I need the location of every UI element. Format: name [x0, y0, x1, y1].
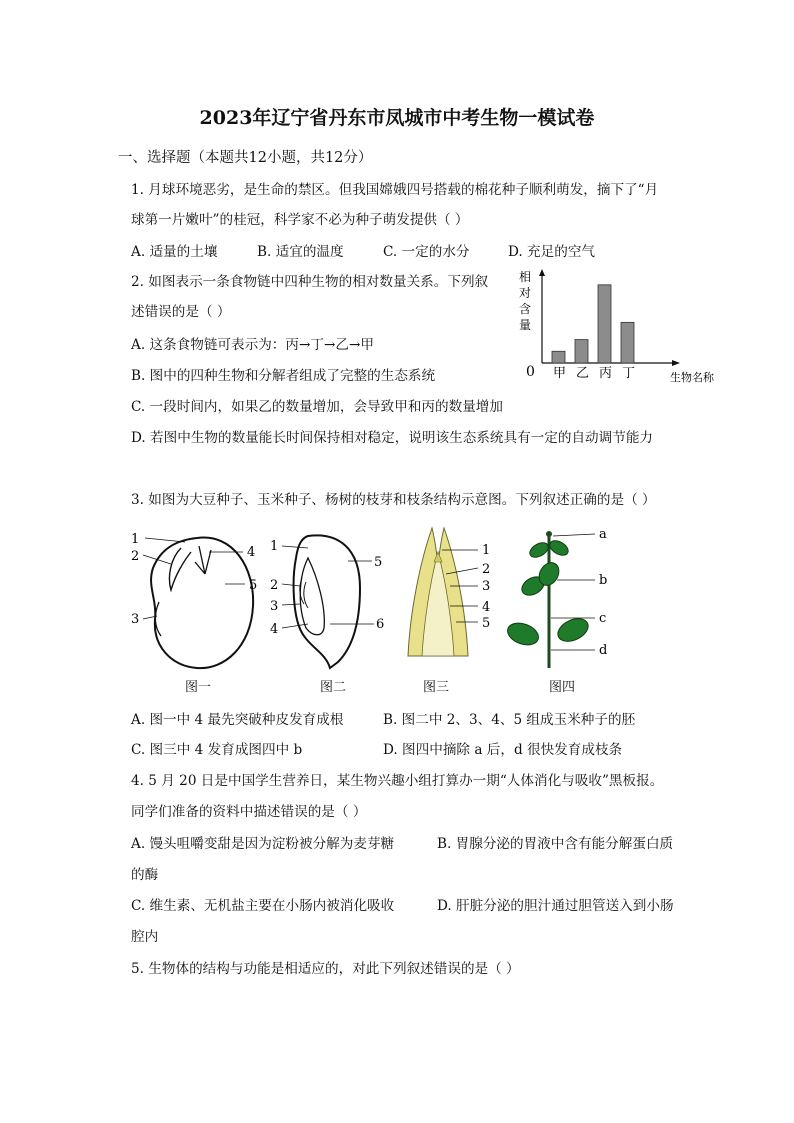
- corn-seed-outline: [294, 535, 360, 668]
- figure-1-soybean-seed: [125, 528, 265, 676]
- seed-coat-outline: [151, 538, 256, 669]
- q2-option-c: C. 一段时间内，如果乙的数量增加，会导致甲和丙的数量增加: [131, 399, 503, 415]
- embryo-bud-shape: [195, 546, 211, 574]
- food-chain-bar-chart: [510, 265, 714, 390]
- fig1-label-2: 2: [131, 549, 140, 564]
- figure-2-corn-seed: [268, 528, 388, 676]
- y-axis-arrow: [539, 269, 545, 276]
- q1-option-d: D. 充足的空气: [508, 244, 596, 260]
- q3-option-d: D. 图四中摘除 a 后，d 很快发育成枝条: [383, 742, 623, 758]
- chart-bar-3: [598, 285, 611, 363]
- y-axis-label: 相: [519, 270, 532, 284]
- q4-option-d-cont: 腔内: [131, 929, 159, 945]
- q4-option-b-cont: 的酶: [131, 867, 159, 883]
- y-axis-label: 对: [519, 286, 532, 300]
- figure-4-branch: [505, 522, 625, 668]
- plumule-shape: [169, 548, 191, 590]
- leaf-top-right: [547, 538, 570, 558]
- y-axis-label: 含: [519, 302, 532, 316]
- q2-stem-line2: 述错误的是（ ）: [131, 304, 231, 320]
- figure-3-bud-section: [398, 522, 498, 662]
- terminal-bud: [546, 531, 552, 537]
- q3-option-b: B. 图二中 2、3、4、5 组成玉米种子的胚: [383, 712, 636, 728]
- q1-option-a: A. 适量的土壤: [131, 244, 218, 260]
- fig2-label-2: 2: [270, 578, 279, 593]
- fig2-label-5: 5: [374, 555, 383, 570]
- fig2-label-3: 3: [270, 599, 279, 614]
- fig3-label-5: 5: [482, 616, 491, 631]
- q4-option-d: D. 肝脏分泌的胆汁通过胆管送入到小肠: [437, 898, 674, 914]
- chart-origin-label: 0: [526, 364, 535, 380]
- section-heading: 一、选择题（本题共12小题，共12分）: [118, 150, 373, 166]
- fig2-label-1: 1: [270, 539, 279, 554]
- figure-3-caption: 图三: [423, 680, 450, 695]
- fig3-label-2: 2: [482, 562, 491, 577]
- fig3-label-3: 3: [482, 579, 491, 594]
- q4-stem-line1: 4. 5 月 20 日是中国学生营养日，某生物兴趣小组打算办一期“人体消化与吸收”黑板报。: [131, 773, 664, 789]
- chart-category-label-1: 甲: [553, 366, 567, 381]
- fig4-label-b: b: [599, 573, 608, 588]
- fig2-label-6: 6: [376, 617, 385, 632]
- q2-option-b: B. 图中的四种生物和分解者组成了完整的生态系统: [131, 368, 436, 384]
- figure-2-caption: 图二: [320, 680, 347, 695]
- chart-plot-area: [519, 269, 715, 384]
- q4-option-b: B. 胃腺分泌的胃液中含有能分解蛋白质: [437, 836, 674, 852]
- fig1-label-4: 4: [247, 545, 256, 560]
- page-title: 2023年辽宁省丹东市凤城市中考生物一模试卷: [199, 107, 595, 129]
- chart-bar-4: [621, 322, 634, 363]
- q5-stem: 5. 生物体的结构与功能是相适应的，对此下列叙述错误的是（ ）: [131, 961, 520, 977]
- q4-stem-line2: 同学们准备的资料中描述错误的是（ ）: [131, 804, 367, 820]
- chart-bar-1: [552, 351, 565, 363]
- fig4-label-a: a: [599, 527, 607, 542]
- x-axis-arrow: [672, 360, 680, 366]
- fig3-label-1: 1: [482, 543, 491, 558]
- q1-stem-line1: 1. 月球环境恶劣，是生命的禁区。但我国嫦娥四号搭载的棉花种子顺利萌发，摘下了“月: [131, 182, 659, 198]
- q1-stem-line2: 球第一片嫩叶”的桂冠，科学家不必为种子萌发提供（ ）: [131, 212, 469, 228]
- leaf-bottom-right: [554, 614, 591, 646]
- q3-stem: 3. 如图为大豆种子、玉米种子、杨树的枝芽和枝条结构示意图。下列叙述正确的是（ ）: [131, 492, 656, 508]
- figure-4-caption: 图四: [549, 680, 576, 695]
- y-axis-label: 量: [519, 318, 532, 332]
- figure-1-caption: 图一: [185, 680, 212, 695]
- leaf-top-left: [527, 540, 550, 560]
- chart-category-label-4: 丁: [622, 366, 636, 381]
- q3-option-a: A. 图一中 4 最先突破种皮发育成根: [131, 712, 344, 728]
- fig4-label-d: d: [599, 643, 608, 658]
- leaf-bottom-left: [505, 619, 542, 649]
- fig4-label-c: c: [599, 611, 607, 626]
- fig3-label-4: 4: [482, 600, 491, 615]
- x-axis-label: 生物名称: [670, 371, 714, 384]
- chart-bar-2: [575, 340, 588, 363]
- q1-option-c: C. 一定的水分: [383, 244, 470, 260]
- fig1-label-1: 1: [131, 532, 140, 547]
- q2-option-d: D. 若图中生物的数量能长时间保持相对稳定，说明该生态系统具有一定的自动调节能力: [131, 430, 654, 446]
- q2-option-a: A. 这条食物链可表示为：丙→丁→乙→甲: [131, 337, 374, 353]
- q4-option-c: C. 维生素、无机盐主要在小肠内被消化吸收: [131, 898, 395, 914]
- q4-option-a: A. 馒头咀嚼变甜是因为淀粉被分解为麦芽糖: [131, 836, 395, 852]
- q1-option-b: B. 适宜的温度: [257, 244, 344, 260]
- chart-category-label-2: 乙: [576, 366, 590, 381]
- fig1-label-3: 3: [131, 612, 140, 627]
- q2-stem-line1: 2. 如图表示一条食物链中四种生物的相对数量关系。下列叙: [131, 274, 489, 290]
- fig2-label-4: 4: [270, 622, 279, 637]
- q3-option-c: C. 图三中 4 发育成图四中 b: [131, 742, 303, 758]
- chart-category-label-3: 丙: [599, 366, 613, 381]
- fig1-label-5: 5: [249, 578, 258, 593]
